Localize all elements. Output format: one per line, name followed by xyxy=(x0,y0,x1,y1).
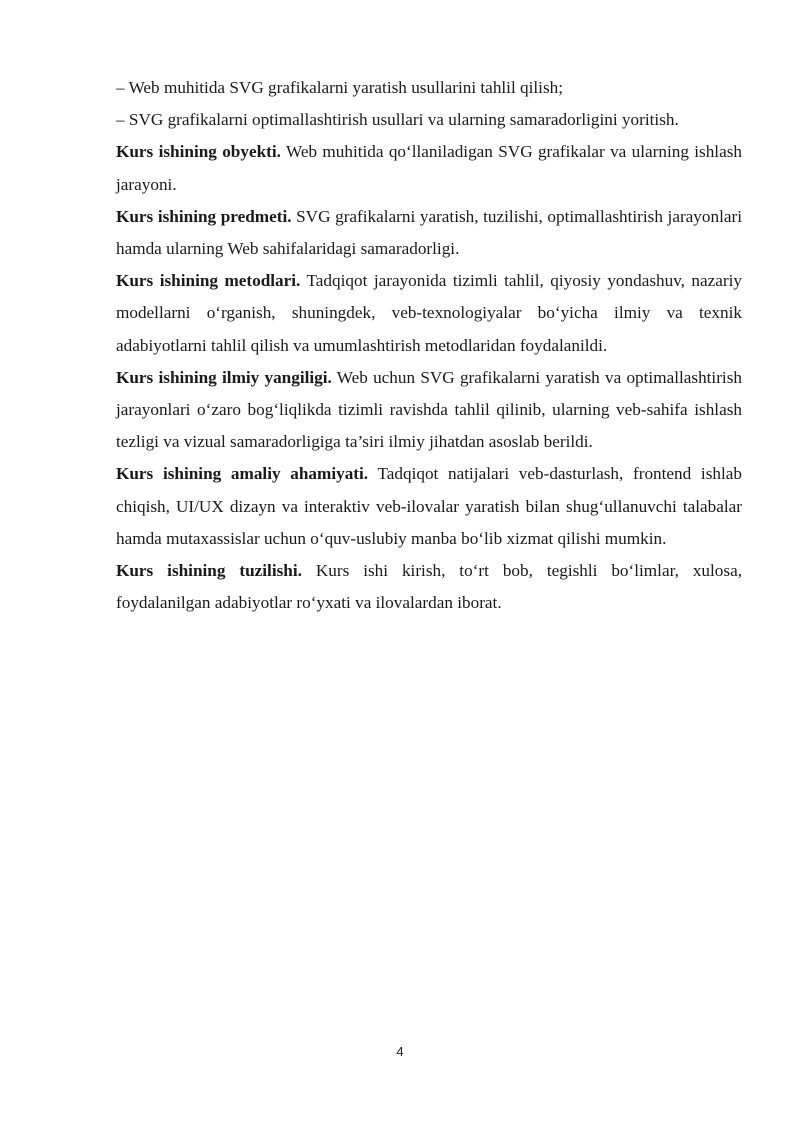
paragraph-tuzilishi xyxy=(116,555,742,619)
paragraph-text: Web uchun SVG grafikalarni yaratish va optimallashtirish jarayonlari o‘zaro bog‘liqlikda tizimli ravishda tahlil qilinib, ularning veb-sahifa ishlash tezligi va vizual samaradorligiga ta’siri ilmiy jihatdan asoslab berildi. xyxy=(116,367,742,452)
list-item-intro-1: – Web muhitida SVG grafikalarni yaratish usullarini tahlil qilish; xyxy=(116,78,564,97)
paragraph-lead: Kurs ishining ilmiy yangiligi. xyxy=(116,367,332,387)
paragraph-obyekti xyxy=(116,136,742,200)
paragraph-text: Web muhitida qo‘llaniladigan SVG grafikalar va ularning ishlash jarayoni. xyxy=(116,142,742,194)
paragraph-text: Tadqiqot jarayonida tizimli tahlil, qiyosiy yondashuv, nazariy modellarni o‘rganish, shuningdek, veb-texnologiyalar bo‘yicha ilmiy va texnik adabiyotlarni tahlil qilish va umumlashtirish metodlaridan foydalanildi. xyxy=(116,271,743,355)
paragraph-lead: Kurs ishining tuzilishi. xyxy=(116,561,302,581)
body-text xyxy=(116,72,742,619)
paragraph-lead: Kurs ishining obyekti. xyxy=(116,142,281,162)
list-item-intro-2: – SVG grafikalarni optimallashtirish usullari va ularning samaradorligini yoritish. xyxy=(116,110,679,130)
paragraph-lead: Kurs ishining metodlari. xyxy=(116,271,301,291)
paragraph-lead: Kurs ishining predmeti. xyxy=(116,206,292,226)
paragraph-amaliy-ahamiyati xyxy=(116,458,742,555)
paragraph-text: SVG grafikalarni yaratish, tuzilishi, optimallashtirish jarayonlari hamda ularning Web sahifalaridagi samaradorligi. xyxy=(116,206,742,259)
paragraph-text: Tadqiqot natijalari veb-dasturlash, frontend ishlab chiqish, UI/UX dizayn va interaktiv veb-ilovalar yaratish bilan shug‘ullanuvchi talabalar hamda mutaxassislar uchun o‘quv-uslubiy manba bo‘lib xizmat qilishi mumkin. xyxy=(116,464,742,548)
paragraph-lead: Kurs ishining amaliy ahamiyati. xyxy=(116,464,369,484)
paragraph-metodlari xyxy=(116,265,742,362)
page-number: 4 xyxy=(396,1044,404,1059)
paragraph-predmeti xyxy=(116,201,742,265)
paragraph-ilmiy-yangiligi xyxy=(116,362,742,459)
paragraph-text: Kurs ishi kirish, to‘rt bob, tegishli bo‘limlar, xulosa, foydalanilgan adabiyotlar ro‘yxati va ilovalardan iborat. xyxy=(116,561,742,613)
